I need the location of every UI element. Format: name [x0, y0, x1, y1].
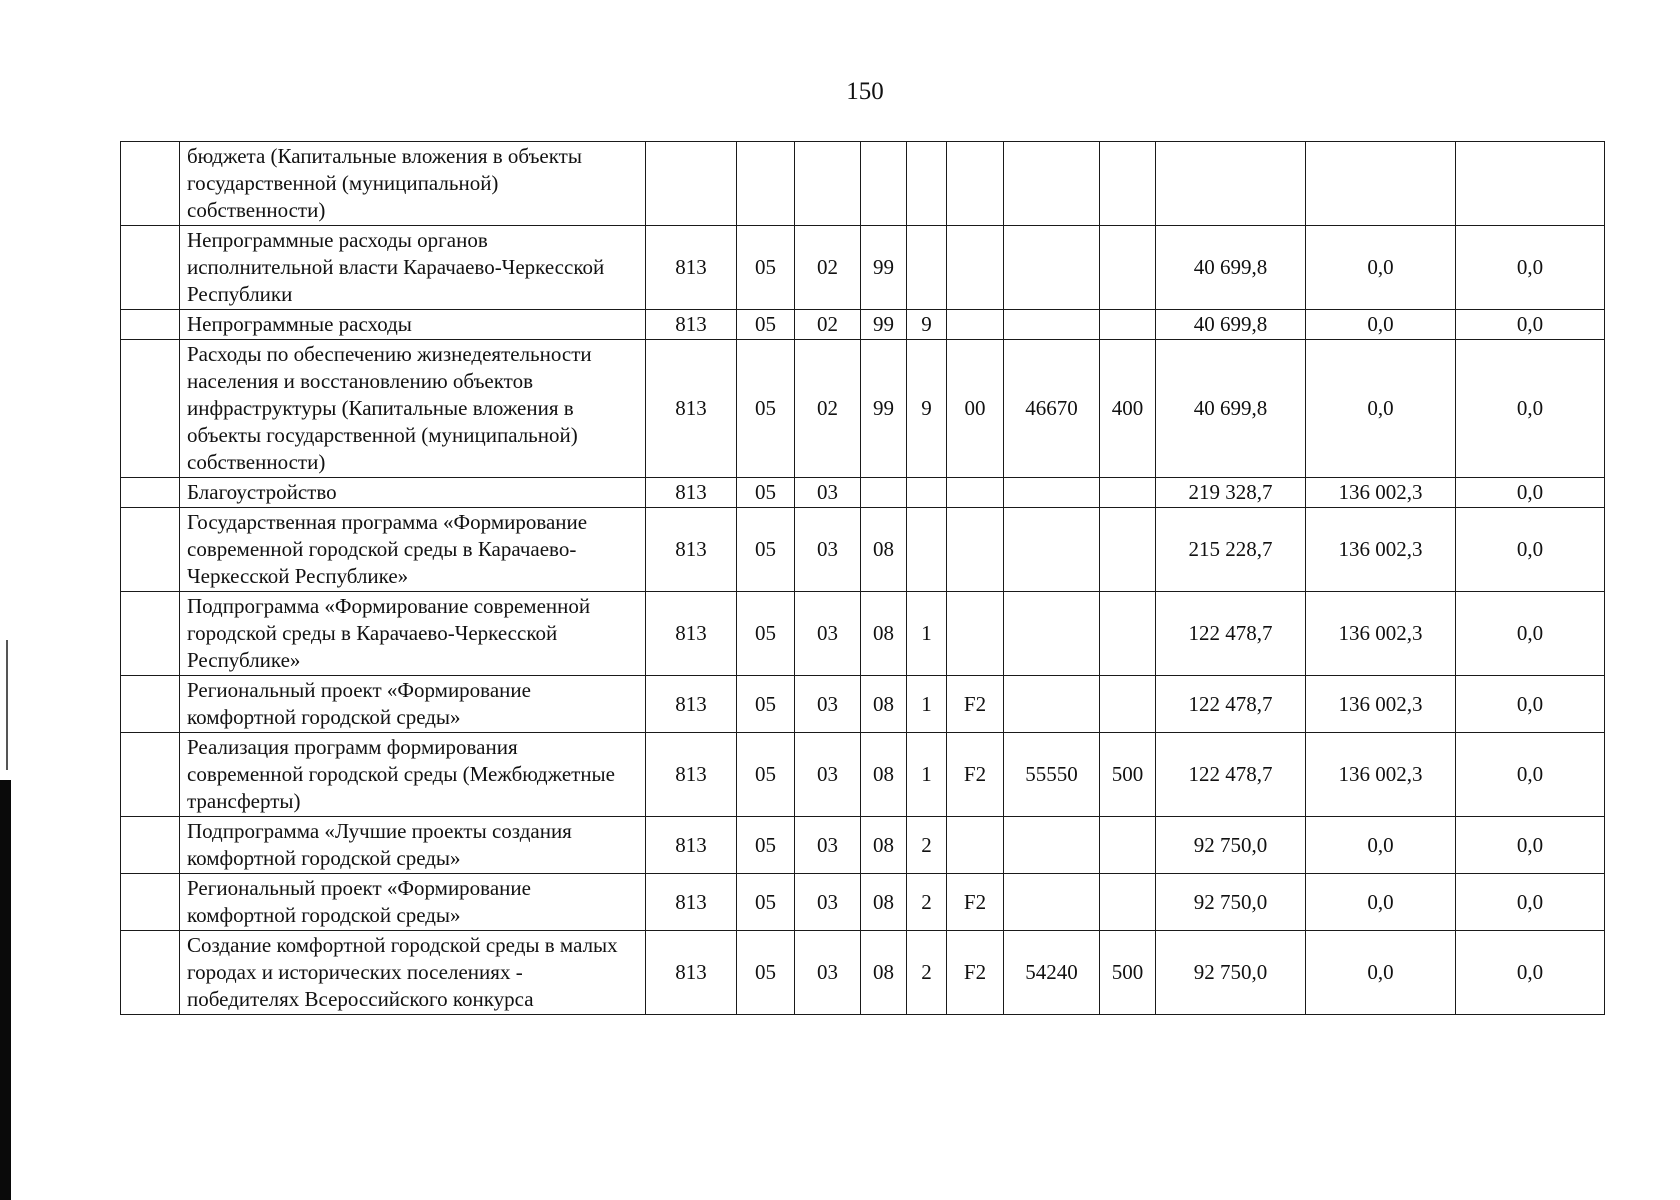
row-number-cell [121, 478, 180, 508]
row-name-cell: Подпрограмма «Формирование современной городской среды в Карачаево-Черкесской Республике» [180, 592, 646, 676]
project-code-cell: F2 [947, 733, 1004, 817]
amount-year1-cell: 219 328,7 [1156, 478, 1306, 508]
ministry-code-cell: 813 [646, 931, 737, 1015]
subsection-code-cell: 02 [795, 226, 861, 310]
ministry-code-cell: 813 [646, 508, 737, 592]
amount-year2-cell: 0,0 [1306, 817, 1456, 874]
subsection-code-cell: 03 [795, 478, 861, 508]
direction-code-cell [1004, 142, 1100, 226]
program-code-cell: 99 [861, 340, 907, 478]
subprogram-code-cell: 1 [907, 733, 947, 817]
program-code-cell: 99 [861, 226, 907, 310]
direction-code-cell: 54240 [1004, 931, 1100, 1015]
row-number-cell [121, 592, 180, 676]
subsection-code-cell: 03 [795, 508, 861, 592]
project-code-cell [947, 508, 1004, 592]
amount-year3-cell: 0,0 [1456, 508, 1605, 592]
row-name-cell: Подпрограмма «Лучшие проекты создания комфортной городской среды» [180, 817, 646, 874]
budget-table [120, 141, 1605, 1015]
project-code-cell [947, 817, 1004, 874]
amount-year3-cell: 0,0 [1456, 340, 1605, 478]
ministry-code-cell: 813 [646, 733, 737, 817]
row-name-cell: бюджета (Капитальные вложения в объекты государственной (муниципальной) собственности) [180, 142, 646, 226]
expense-type-cell: 400 [1100, 340, 1156, 478]
row-number-cell [121, 508, 180, 592]
amount-year1-cell: 122 478,7 [1156, 592, 1306, 676]
amount-year1-cell: 92 750,0 [1156, 817, 1306, 874]
subsection-code-cell: 03 [795, 676, 861, 733]
row-number-cell [121, 142, 180, 226]
project-code-cell [947, 226, 1004, 310]
project-code-cell: 00 [947, 340, 1004, 478]
table-row [121, 676, 1605, 733]
section-code-cell: 05 [737, 340, 795, 478]
expense-type-cell: 500 [1100, 931, 1156, 1015]
amount-year3-cell: 0,0 [1456, 478, 1605, 508]
direction-code-cell [1004, 676, 1100, 733]
row-number-cell [121, 733, 180, 817]
amount-year3-cell: 0,0 [1456, 874, 1605, 931]
section-code-cell [737, 142, 795, 226]
row-name-cell: Государственная программа «Формирование современной городской среды в Карачаево-Черкесской Республике» [180, 508, 646, 592]
amount-year2-cell: 136 002,3 [1306, 733, 1456, 817]
ministry-code-cell: 813 [646, 676, 737, 733]
subsection-code-cell [795, 142, 861, 226]
amount-year3-cell: 0,0 [1456, 676, 1605, 733]
direction-code-cell [1004, 478, 1100, 508]
subsection-code-cell: 03 [795, 733, 861, 817]
amount-year3-cell: 0,0 [1456, 310, 1605, 340]
amount-year2-cell: 136 002,3 [1306, 592, 1456, 676]
row-number-cell [121, 817, 180, 874]
row-number-cell [121, 931, 180, 1015]
program-code-cell: 08 [861, 676, 907, 733]
amount-year1-cell: 122 478,7 [1156, 733, 1306, 817]
table-row [121, 226, 1605, 310]
subsection-code-cell: 03 [795, 817, 861, 874]
section-code-cell: 05 [737, 733, 795, 817]
amount-year2-cell [1306, 142, 1456, 226]
amount-year1-cell: 40 699,8 [1156, 340, 1306, 478]
row-name-cell: Расходы по обеспечению жизнедеятельности населения и восстановлению объектов инфраструктуры (Капитальные вложения в объекты государственной (муниципальной) собственности) [180, 340, 646, 478]
amount-year2-cell: 0,0 [1306, 931, 1456, 1015]
row-name-cell: Благоустройство [180, 478, 646, 508]
amount-year2-cell: 0,0 [1306, 340, 1456, 478]
amount-year1-cell: 92 750,0 [1156, 931, 1306, 1015]
table-row [121, 142, 1605, 226]
project-code-cell [947, 142, 1004, 226]
section-code-cell: 05 [737, 874, 795, 931]
subprogram-code-cell: 2 [907, 874, 947, 931]
project-code-cell [947, 592, 1004, 676]
page-number: 150 [846, 78, 884, 105]
program-code-cell: 08 [861, 508, 907, 592]
ministry-code-cell: 813 [646, 874, 737, 931]
subprogram-code-cell: 9 [907, 310, 947, 340]
project-code-cell [947, 310, 1004, 340]
direction-code-cell [1004, 817, 1100, 874]
amount-year2-cell: 136 002,3 [1306, 676, 1456, 733]
expense-type-cell [1100, 478, 1156, 508]
amount-year1-cell: 215 228,7 [1156, 508, 1306, 592]
row-name-cell: Создание комфортной городской среды в малых городах и исторических поселениях - победителях Всероссийского конкурса [180, 931, 646, 1015]
table-body [121, 142, 1605, 1015]
amount-year2-cell: 0,0 [1306, 874, 1456, 931]
program-code-cell: 08 [861, 733, 907, 817]
direction-code-cell [1004, 592, 1100, 676]
section-code-cell: 05 [737, 676, 795, 733]
program-code-cell: 08 [861, 592, 907, 676]
row-number-cell [121, 310, 180, 340]
direction-code-cell [1004, 508, 1100, 592]
amount-year2-cell: 136 002,3 [1306, 478, 1456, 508]
direction-code-cell [1004, 874, 1100, 931]
table-row [121, 817, 1605, 874]
project-code-cell: F2 [947, 931, 1004, 1015]
amount-year2-cell: 0,0 [1306, 310, 1456, 340]
subsection-code-cell: 03 [795, 931, 861, 1015]
amount-year3-cell [1456, 142, 1605, 226]
section-code-cell: 05 [737, 931, 795, 1015]
row-number-cell [121, 874, 180, 931]
subprogram-code-cell [907, 142, 947, 226]
ministry-code-cell: 813 [646, 226, 737, 310]
expense-type-cell: 500 [1100, 733, 1156, 817]
ministry-code-cell [646, 142, 737, 226]
expense-type-cell [1100, 592, 1156, 676]
subprogram-code-cell: 9 [907, 340, 947, 478]
direction-code-cell: 46670 [1004, 340, 1100, 478]
program-code-cell: 08 [861, 874, 907, 931]
scan-artifact-line [6, 640, 8, 770]
row-name-cell: Непрограммные расходы [180, 310, 646, 340]
amount-year3-cell: 0,0 [1456, 226, 1605, 310]
subsection-code-cell: 02 [795, 340, 861, 478]
expense-type-cell [1100, 817, 1156, 874]
amount-year3-cell: 0,0 [1456, 931, 1605, 1015]
program-code-cell [861, 478, 907, 508]
subprogram-code-cell [907, 226, 947, 310]
table-row [121, 340, 1605, 478]
table-row [121, 478, 1605, 508]
amount-year3-cell: 0,0 [1456, 592, 1605, 676]
program-code-cell [861, 142, 907, 226]
subprogram-code-cell: 2 [907, 931, 947, 1015]
direction-code-cell: 55550 [1004, 733, 1100, 817]
table-row [121, 931, 1605, 1015]
ministry-code-cell: 813 [646, 817, 737, 874]
table-row [121, 310, 1605, 340]
program-code-cell: 99 [861, 310, 907, 340]
table-row [121, 874, 1605, 931]
amount-year1-cell: 40 699,8 [1156, 310, 1306, 340]
amount-year1-cell: 92 750,0 [1156, 874, 1306, 931]
amount-year3-cell: 0,0 [1456, 817, 1605, 874]
subsection-code-cell: 02 [795, 310, 861, 340]
section-code-cell: 05 [737, 817, 795, 874]
expense-type-cell [1100, 310, 1156, 340]
amount-year1-cell [1156, 142, 1306, 226]
scan-artifact-bar [0, 780, 11, 1200]
subprogram-code-cell: 1 [907, 676, 947, 733]
ministry-code-cell: 813 [646, 478, 737, 508]
section-code-cell: 05 [737, 310, 795, 340]
subprogram-code-cell [907, 508, 947, 592]
program-code-cell: 08 [861, 931, 907, 1015]
project-code-cell: F2 [947, 676, 1004, 733]
section-code-cell: 05 [737, 478, 795, 508]
section-code-cell: 05 [737, 226, 795, 310]
project-code-cell [947, 478, 1004, 508]
section-code-cell: 05 [737, 508, 795, 592]
amount-year2-cell: 136 002,3 [1306, 508, 1456, 592]
ministry-code-cell: 813 [646, 340, 737, 478]
amount-year1-cell: 122 478,7 [1156, 676, 1306, 733]
row-name-cell: Непрограммные расходы органов исполнительной власти Карачаево-Черкесской Республики [180, 226, 646, 310]
amount-year3-cell: 0,0 [1456, 733, 1605, 817]
expense-type-cell [1100, 142, 1156, 226]
row-number-cell [121, 676, 180, 733]
amount-year2-cell: 0,0 [1306, 226, 1456, 310]
expense-type-cell [1100, 874, 1156, 931]
row-number-cell [121, 226, 180, 310]
amount-year1-cell: 40 699,8 [1156, 226, 1306, 310]
table-row [121, 508, 1605, 592]
subprogram-code-cell [907, 478, 947, 508]
ministry-code-cell: 813 [646, 592, 737, 676]
program-code-cell: 08 [861, 817, 907, 874]
row-name-cell: Региональный проект «Формирование комфортной городской среды» [180, 874, 646, 931]
expense-type-cell [1100, 226, 1156, 310]
table-row [121, 733, 1605, 817]
row-number-cell [121, 340, 180, 478]
subsection-code-cell: 03 [795, 874, 861, 931]
direction-code-cell [1004, 310, 1100, 340]
table-row [121, 592, 1605, 676]
project-code-cell: F2 [947, 874, 1004, 931]
expense-type-cell [1100, 676, 1156, 733]
section-code-cell: 05 [737, 592, 795, 676]
row-name-cell: Реализация программ формирования современной городской среды (Межбюджетные трансферты) [180, 733, 646, 817]
expense-type-cell [1100, 508, 1156, 592]
row-name-cell: Региональный проект «Формирование комфортной городской среды» [180, 676, 646, 733]
direction-code-cell [1004, 226, 1100, 310]
ministry-code-cell: 813 [646, 310, 737, 340]
subprogram-code-cell: 1 [907, 592, 947, 676]
subprogram-code-cell: 2 [907, 817, 947, 874]
subsection-code-cell: 03 [795, 592, 861, 676]
